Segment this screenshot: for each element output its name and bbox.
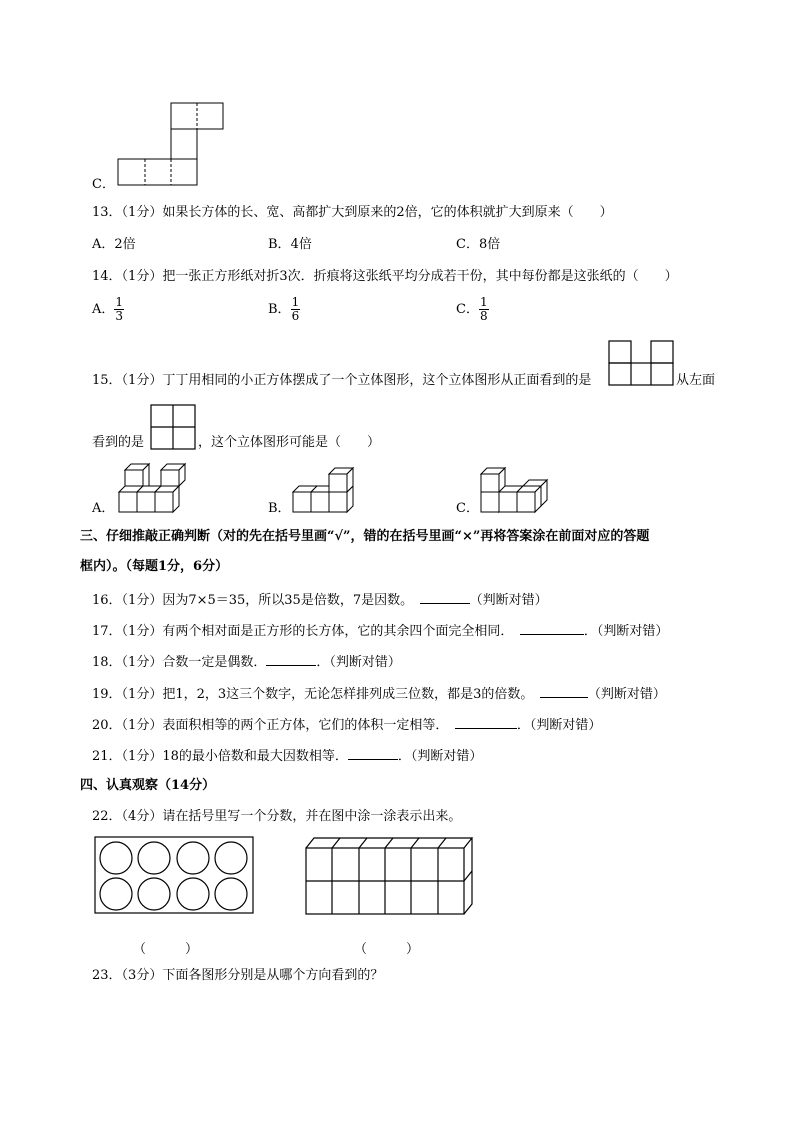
section-3-heading-line1: 三、仔细推敲正确判断（对的先在括号里画“√”，错的在括号里画“×”再将答案涂在前面对应的答题 [80, 529, 650, 544]
q16-item: 16．（1分）因为7×5＝35，所以35是倍数，7是因数。 （判断对错） [92, 590, 548, 610]
q22-cuboid-grid-figure[interactable] [304, 834, 474, 918]
q22-answer-left[interactable]: （ ） [133, 942, 199, 957]
answer-blank[interactable] [455, 715, 517, 729]
q19-item: 19．（1分）把1，2，3这三个数字，无论怎样排列成三位数，都是3的倍数。 （判断对错） [92, 684, 666, 704]
q12-cube-net-figure [0, 0, 794, 200]
q17-item: 17．（1分）有两个相对面是正方形的长方体，它的其余四个面完全相同． ．（判断对错） [92, 621, 668, 641]
q15-option-c-cubes-figure [478, 466, 554, 514]
answer-blank[interactable] [348, 746, 398, 760]
q15-stem-part4: ，这个立体图形可能是（ ） [198, 435, 381, 450]
q15-stem-part3: 看到的是 [92, 435, 145, 450]
fraction: $\frac{1}{6}$ [291, 295, 300, 323]
q15-option-a-label[interactable]: A． [92, 501, 115, 516]
q14-stem: 14．（1分）把一张正方形纸对折3次．折痕将这张纸平均分成若干份，其中每份都是这张纸的（ ） [92, 269, 678, 284]
q22-stem: 22．（4分）请在括号里写一个分数，并在图中涂一涂表示出来。 [92, 809, 462, 824]
q13-stem: 13．（1分）如果长方体的长、宽、高都扩大到原来的2倍，它的体积就扩大到原来（ ） [92, 205, 613, 220]
q22-circles-figure[interactable] [94, 836, 256, 916]
q14-option-c[interactable]: C． $\frac{1}{8}$ [456, 295, 488, 323]
answer-blank[interactable] [540, 684, 588, 698]
q18-item: 18．（1分）合数一定是偶数． ．（判断对错） [92, 652, 401, 672]
q15-stem-part2: 从左面 [676, 373, 716, 388]
section-4-heading: 四、认真观察（14分） [80, 778, 216, 793]
fraction: $\frac{1}{3}$ [115, 295, 124, 323]
q15-front-view-figure [608, 340, 674, 386]
q15-option-c-label[interactable]: C． [456, 501, 479, 516]
q22-answer-right[interactable]: （ ） [354, 942, 420, 957]
q15-left-view-figure [150, 404, 196, 450]
q12-option-c-label: C． [92, 177, 115, 192]
answer-blank[interactable] [520, 621, 584, 635]
q15-option-b-label[interactable]: B． [268, 501, 291, 516]
q21-item: 21．（1分）18的最小倍数和最大因数相等． ．（判断对错） [92, 746, 482, 766]
q20-item: 20．（1分）表面积相等的两个正方体，它们的体积一定相等． ．（判断对错） [92, 715, 601, 735]
q13-option-b[interactable]: B．4倍 [268, 237, 312, 252]
answer-blank[interactable] [420, 590, 470, 604]
q14-option-b[interactable]: B． $\frac{1}{6}$ [268, 295, 300, 323]
q15-option-b-cubes-figure [290, 468, 358, 514]
fraction: $\frac{1}{8}$ [479, 295, 488, 323]
q13-option-c[interactable]: C．8倍 [456, 237, 501, 252]
q13-option-a[interactable]: A．2倍 [92, 237, 136, 252]
q14-option-a[interactable]: A． $\frac{1}{3}$ [92, 295, 124, 323]
q23-stem: 23．（3分）下面各图形分别是从哪个方向看到的？ [92, 968, 384, 983]
answer-blank[interactable] [266, 652, 316, 666]
q15-stem-part1: 15．（1分）丁丁用相同的小正方体摆成了一个立体图形，这个立体图形从正面看到的是 [92, 373, 592, 388]
section-3-heading-line2: 框内）。（每题1分，6分） [80, 559, 229, 574]
q15-option-a-cubes-figure [116, 462, 186, 514]
